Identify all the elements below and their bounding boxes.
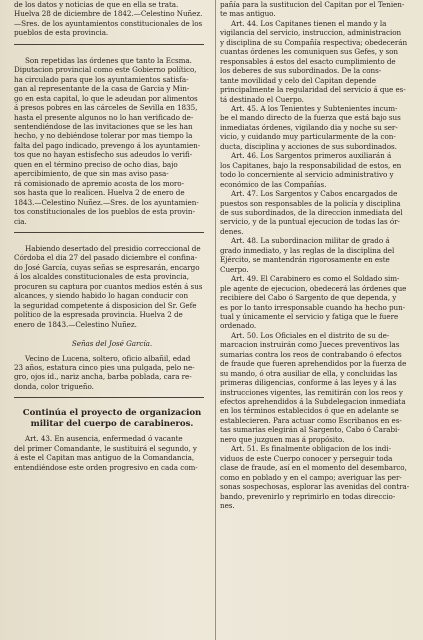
text-line: Art. 46. Los Sargentos primeros auxiliarán á (231, 151, 392, 161)
text-line: Son repetidas las órdenes que tanto la Ecsma. (25, 55, 192, 65)
text-line: hecho, y no debiéndose tolerar por mas tiempo la (14, 131, 193, 141)
text-line: Córdoba el dia 27 del pasado diciembre el confina- (14, 253, 198, 263)
text-line: Vecino de Lucena, soltero, oficio albañil, edad (25, 353, 191, 363)
text-line: como en poblado y en el campo; averiguar las per- (220, 472, 402, 482)
text-line: marcacion instruirán como Jueces preventivos las (220, 340, 400, 350)
section-heading (14, 408, 210, 430)
text-line: gro, ojos id., nariz ancha, barba poblada, cara re- (14, 372, 192, 382)
text-line: vicio, y cuidando muy particularmente de la con- (220, 132, 396, 142)
text-line: servicio, y de la puntual ejecucion de todas las ór- (220, 217, 400, 227)
article-51 (220, 444, 416, 510)
text-line: primeras diligencias, conforme á las leyes y á las (220, 378, 397, 388)
text-line: y disciplina de su Compañía respectiva; obedecerán (220, 37, 408, 47)
text-line: tante movilidad y celo del Capitan depende (220, 75, 376, 85)
text-line: político de la espresada provincia. Huelva 2 de (14, 310, 183, 320)
text-line: ple agente de ejecucion, obedecerá las órdenes que (220, 283, 407, 293)
text-line: sonas sospechosas, esplorar las avenidas del contra- (220, 482, 410, 492)
text-line: á este el Capitan mas antiguo de la Comandancia, (14, 453, 195, 463)
text-line: denes. (220, 226, 244, 236)
text-line: instrucciones vigentes, las remitirán con los reos y (220, 387, 403, 397)
text-line: recibiere del Cabo ó Sargento de que dependa, y (220, 293, 397, 303)
text-line: enero de 1843.—Celestino Nuñez. (14, 319, 137, 329)
text-line: cia. (14, 216, 27, 226)
article-49 (220, 274, 416, 331)
left-block-4 (14, 354, 210, 392)
text-line: Art. 45. A los Tenientes y Subtenientes incum- (231, 103, 398, 113)
text-line: sentendiéndose de las invitaciones que se les han (14, 121, 193, 131)
text-line: puestos son responsables de la policía y disciplina (220, 198, 401, 208)
text-line: de sus subordinados, de la direccion inmediata del (220, 207, 403, 217)
text-line: ducta, disciplina y acciones de sus subordinados. (220, 141, 397, 151)
text-line: sos hasta que lo realicen. Huelva 2 de enero de (14, 188, 185, 198)
text-line: cuantas órdenes les comuniquen sus Gefes, y son (220, 47, 398, 57)
separator-rule (14, 232, 204, 233)
text-line: tos que no hayan estisfecho sus adeudos lo verifi- (14, 150, 193, 160)
text-line: tos constitucionales de los pueblos de esta provin- (14, 207, 195, 217)
signature-title: Señas del José García. (71, 339, 153, 349)
left-block-2 (14, 56, 210, 226)
text-line: es por lo tanto irresponsable cuando ha hecho pun- (220, 302, 406, 312)
text-line: establecieren. Para actuar como Escribanos en es- (220, 415, 402, 425)
right-column (220, 0, 416, 640)
text-line: Art. 49. El Carabinero es como el Soldado sim- (231, 274, 400, 284)
text-line: Diputacion provincial como este Gobierno político, (14, 65, 197, 75)
text-line: principalmente la regularidad del servicio á que es- (220, 85, 406, 95)
text-line: donda, color trigueño. (14, 381, 94, 391)
text-line: todo lo concerniente al servicio administrativo y (220, 170, 394, 180)
text-line: ha circulado para que los ayuntamientos satisfa- (14, 74, 189, 84)
text-line: alcances, y siendo habido lo hagan conducir con (14, 291, 189, 301)
text-line: quen en el término preciso de ocho dias, bajo (14, 159, 178, 169)
text-line: la seguridad competente á disposicion del Sr. Gefe (14, 300, 197, 310)
text-line: Habiendo desertado del presidio correccional de (25, 243, 201, 253)
text-line: be el mando directo de la fuerza que está bajo sus (220, 113, 401, 123)
text-line: tá destinado el Cuerpo. (220, 94, 304, 104)
text-line: inmediatas órdenes, vigilando dia y noche su ser- (220, 122, 398, 132)
text-line: pañía para la sustitucion del Capitan por el Tenien- (220, 0, 405, 9)
text-line: rá comisionado de apremio acosta de los moro- (14, 178, 184, 188)
article-46 (220, 151, 416, 189)
left-block-1 (14, 0, 210, 38)
text-line: á los alcaldes constitucionales de esta provincia, (14, 272, 189, 282)
text-line: Art. 44. Los Capitanes tienen el mando y la (231, 18, 387, 28)
left-block-1-line: Huelva 28 de diciembre de 1842.—Celestino Nuñez. (14, 9, 203, 19)
separator-rule (14, 44, 204, 45)
text-line: apercibimiento, de que sin mas aviso pasa- (14, 169, 169, 179)
article-47 (220, 189, 416, 236)
text-line: los deberes de sus subordinados. De la cons- (220, 66, 382, 76)
text-line: clase de fraude, así en el momento del desembarco, (220, 463, 407, 473)
text-line: del primer Comandante, le sustituirá el segundo, y (14, 443, 197, 453)
separator-rule (14, 397, 204, 398)
text-line: Art. 48. La subordinacion militar de grado á (231, 236, 390, 246)
text-line: económico de las Compañías. (220, 179, 327, 189)
article-44 (220, 19, 416, 104)
left-block-1-line: pueblos de esta provincia. (14, 28, 109, 38)
text-line: ordenado. (220, 321, 257, 331)
text-line: su mando, ó otra ausiliar de ella, y concluidas las (220, 368, 398, 378)
text-line: go en esta capital, lo que le adeudan por alimentos (14, 93, 198, 103)
text-line: 23 años, estatura cinco pies una pulgada, pelo ne- (14, 362, 195, 372)
left-block-3 (14, 244, 210, 329)
text-line: Art. 43. En ausencia, enfermedad ó vacante (25, 434, 183, 444)
text-line: falta del pago indicado, prevengo á los ayuntamien- (14, 140, 201, 150)
text-line: 1843.—Celestino Nuñez.—Sres. de los ayuntamien- (14, 197, 199, 207)
article-50 (220, 331, 416, 444)
text-line: grado inmediato, y las reglas de la disciplina del (220, 245, 395, 255)
text-line: hasta el presente algunos no lo han verificado de- (14, 112, 194, 122)
section-heading-line: militar del cuerpo de carabineros. (30, 419, 194, 430)
text-line: gan al representante de la casa de Garcia y Min- (14, 84, 190, 94)
article-45 (220, 104, 416, 151)
text-line: viduos de este Cuerpo conocer y perseguir toda (220, 453, 393, 463)
text-line: Cuerpo. (220, 264, 249, 274)
left-block-1-line: —Sres. de los ayuntamientos constitucionales de los (14, 18, 203, 28)
text-line: bando, prevenirlo y reprimirlo en todas direccio- (220, 491, 396, 501)
article-48 (220, 236, 416, 274)
text-line: tual y únicamente el servicio y fatiga que le fuere (220, 311, 399, 321)
text-line: te mas antiguo. (220, 9, 276, 19)
text-line: tas sumarias elegirán al Sargento, Cabo ó Carabi- (220, 425, 400, 435)
text-line: do José García, cuyas señas se espresarán, encargo (14, 262, 200, 272)
left-block-1-line: de los datos y noticias de que en ella se trata. (14, 0, 179, 9)
text-line: entendiéndose este orden progresivo en cada com- (14, 462, 198, 472)
text-line: vigilancia del servicio, instruccion, administracion (220, 28, 402, 38)
text-line: Ejército, se mantendrán rigorosamente en este (220, 255, 390, 265)
right-block-1 (220, 0, 416, 19)
text-line: á presos pobres en las cárceles de Sevilla en 1835, (14, 103, 198, 113)
text-line: nes. (220, 501, 235, 511)
text-line: de fraude que fueren aprehendidos por la fuerza de (220, 359, 407, 369)
left-column (14, 0, 210, 640)
section-heading-line: Continúa el proyecto de organizacion (22, 408, 202, 419)
column-divider (215, 0, 216, 640)
text-line: efectos aprehendidos á la Subdelegacion inmediata (220, 397, 406, 407)
text-line: nero que juzguen mas á propósito. (220, 434, 345, 444)
text-line: sumarias contra los reos de contrabando ó efectos (220, 349, 402, 359)
left-block-5 (14, 434, 210, 472)
text-line: Art. 50. Los Oficiales en el distrito de su de- (231, 330, 390, 340)
text-line: Art. 51. Es finalmente obligacion de los indi- (231, 444, 391, 454)
text-line: en los términos establecidos ó que en adelante se (220, 406, 399, 416)
text-line: procuren su captura por cuantos medios estén á sus (14, 281, 203, 291)
text-line: Art. 47. Los Sargentos y Cabos encargados de (231, 189, 398, 199)
text-line: los Capitanes, bajo la responsabilidad de estos, en (220, 160, 402, 170)
text-line: responsables á estos del esacto cumplimiento de (220, 56, 396, 66)
